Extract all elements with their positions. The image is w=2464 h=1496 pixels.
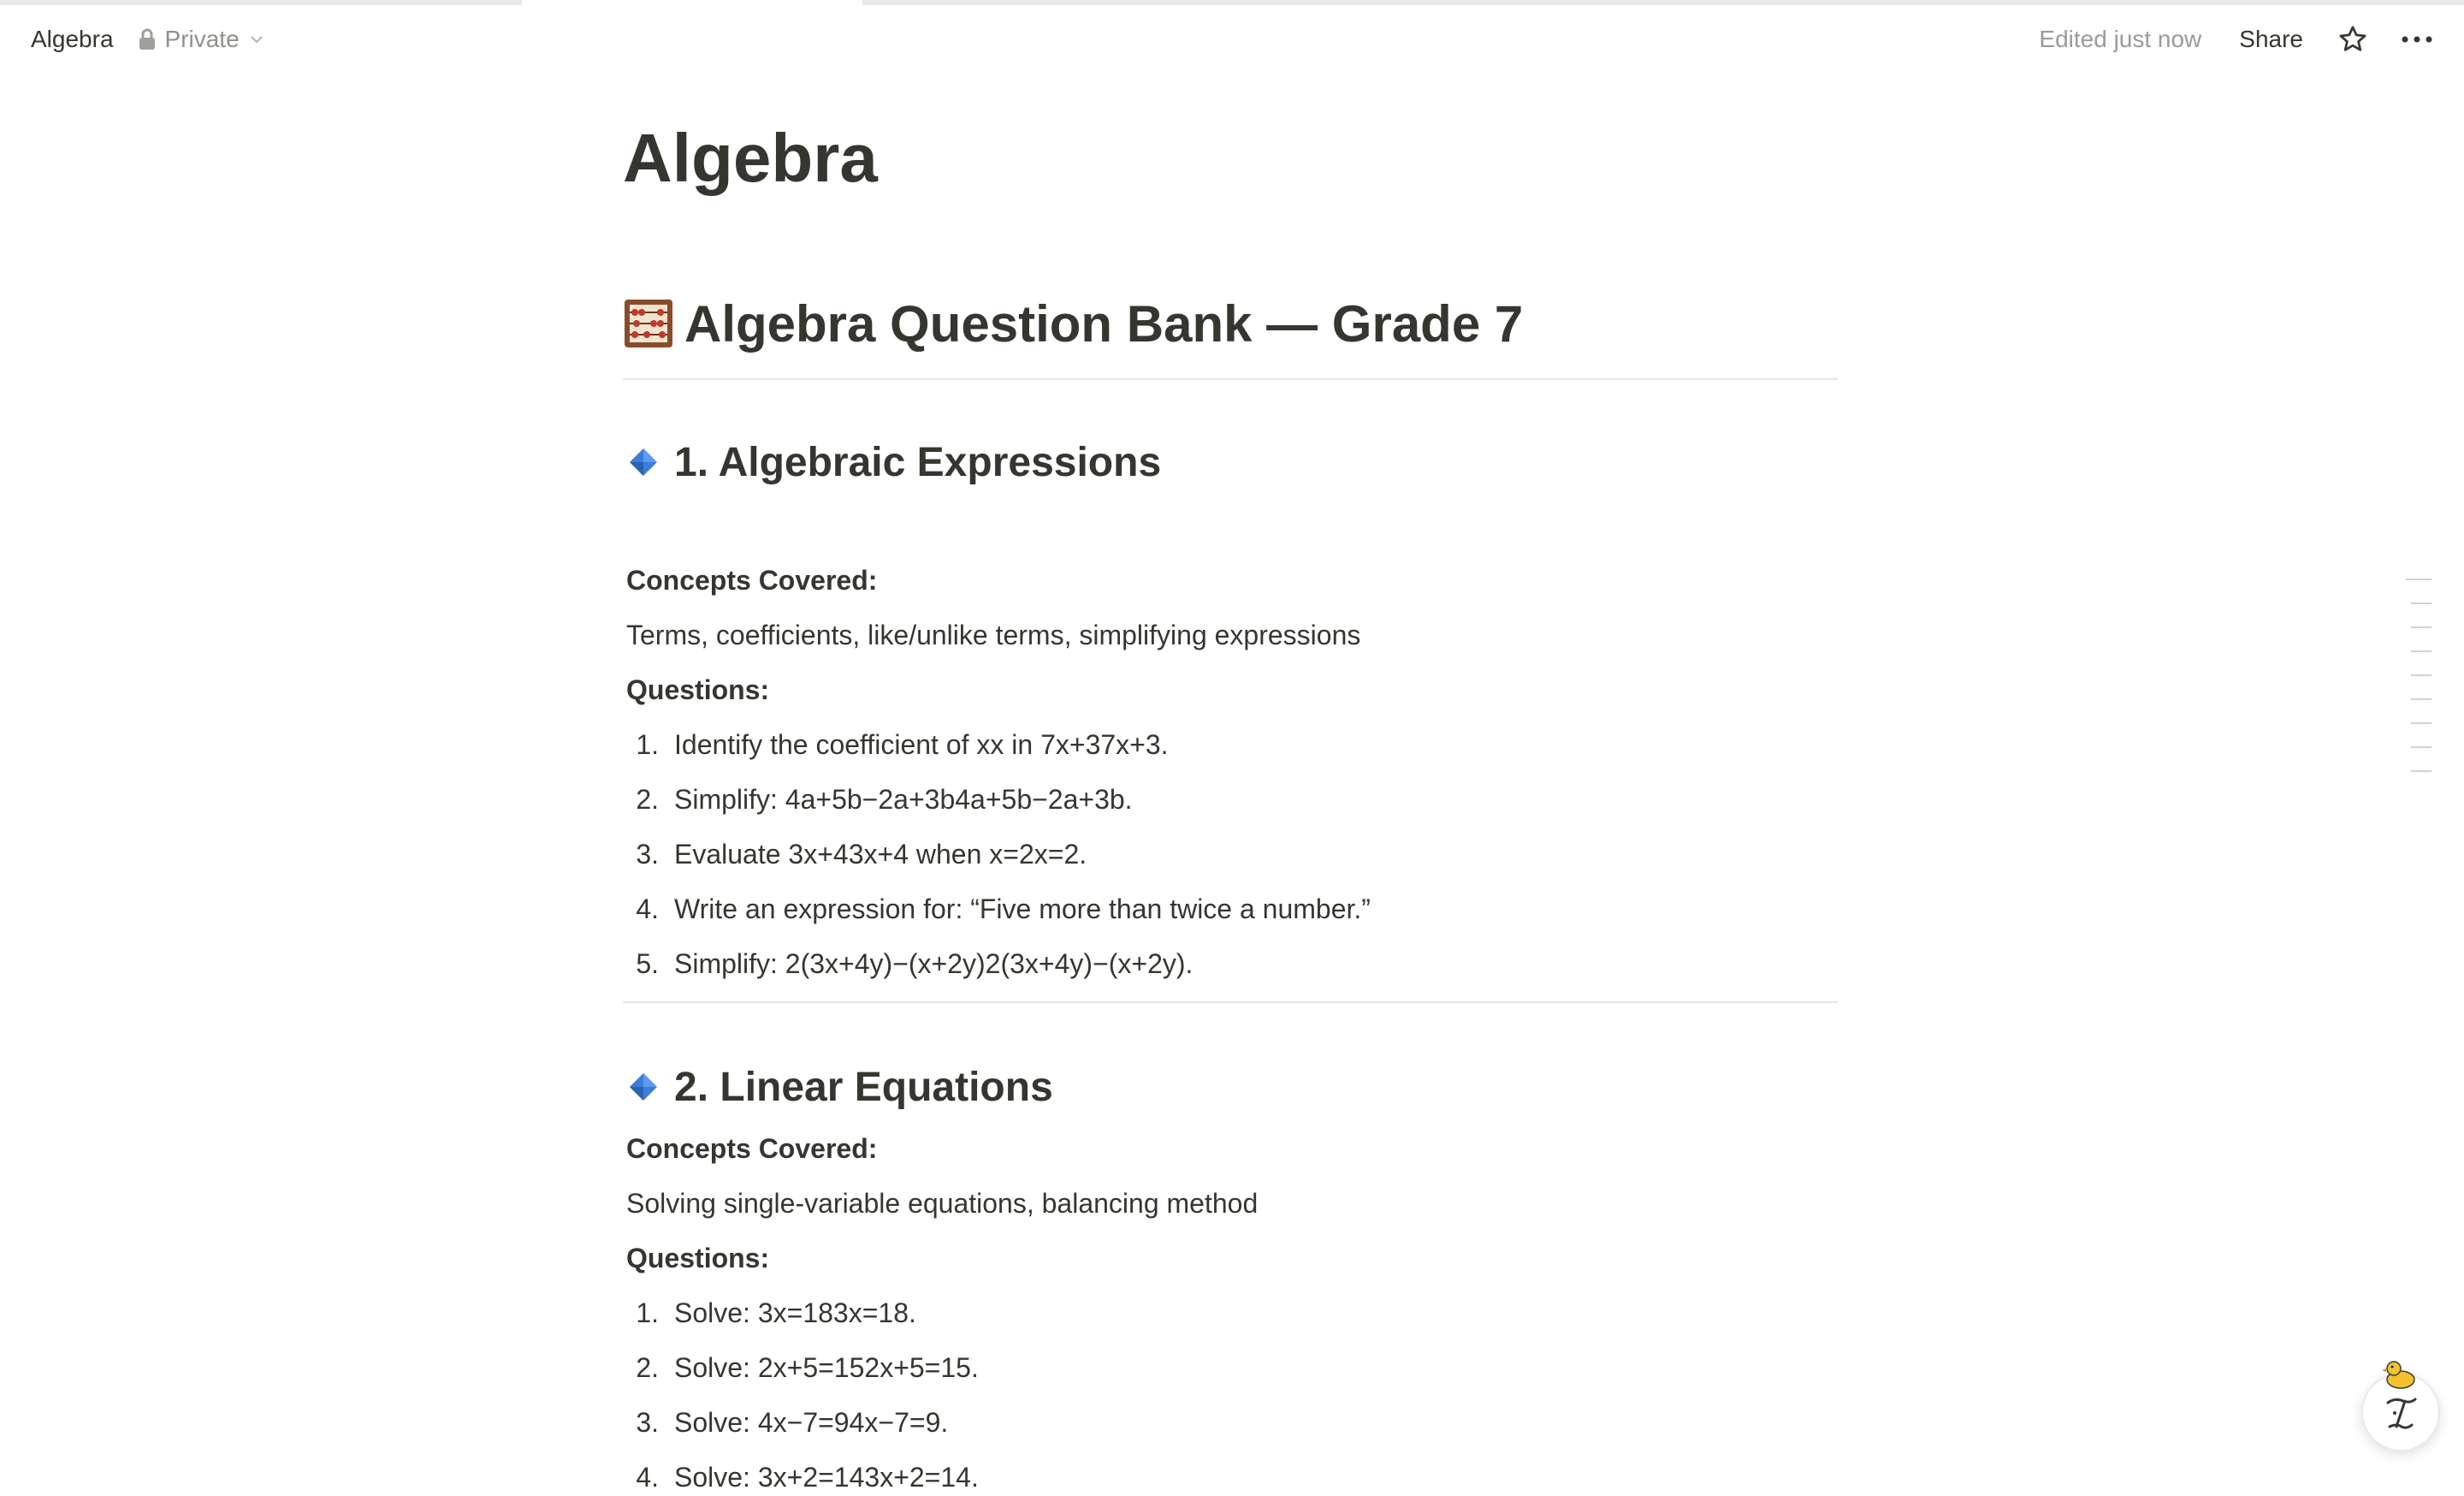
list-text: Evaluate 3x+43x+4 when x=2x=2.: [674, 839, 1087, 870]
divider: [623, 1001, 1838, 1003]
blue-diamond-icon: [628, 447, 659, 478]
list-number: 4.: [636, 1462, 659, 1493]
toc-line[interactable]: [2406, 579, 2431, 580]
toc-line[interactable]: [2411, 603, 2431, 604]
list-item[interactable]: [626, 1349, 979, 1386]
top-bar: [0, 5, 2464, 80]
list-item[interactable]: [626, 835, 1087, 873]
list-text: Solve: 4x−7=94x−7=9.: [674, 1407, 949, 1438]
divider: [623, 378, 1838, 380]
duck-icon: [2382, 1359, 2416, 1390]
list-number: 5.: [636, 948, 659, 979]
page-title[interactable]: Algebra: [623, 120, 878, 196]
table-of-contents-minimap[interactable]: [2406, 579, 2431, 794]
share-button[interactable]: Share: [2239, 26, 2303, 52]
privacy-menu[interactable]: [138, 26, 272, 53]
page-content: [623, 111, 1838, 1493]
toc-line[interactable]: [2411, 650, 2431, 652]
list-item[interactable]: [626, 781, 1133, 818]
section-1-questions-label[interactable]: Questions:: [626, 674, 770, 705]
list-text: Simplify: 2(3x+4y)−(x+2y)2(3x+4y)−(x+2y).: [674, 948, 1194, 979]
favorite-button[interactable]: [2337, 24, 2368, 55]
lock-icon: [138, 28, 157, 50]
heading-1[interactable]: [623, 289, 1523, 358]
list-text: Simplify: 4a+5b−2a+3b4a+5b−2a+3b.: [674, 784, 1133, 815]
list-item[interactable]: [626, 726, 1169, 763]
toc-line[interactable]: [2411, 746, 2431, 748]
list-number: 2.: [636, 784, 659, 815]
list-item[interactable]: [626, 1458, 979, 1496]
section-2-heading[interactable]: [623, 1060, 1053, 1114]
section-1-heading-text: 1. Algebraic Expressions: [674, 439, 1162, 485]
section-1-heading[interactable]: [623, 435, 1161, 490]
list-number: 3.: [636, 839, 659, 870]
list-text: Identify the coefficient of xx in 7x+37x+3.: [674, 729, 1169, 760]
list-text: Solve: 3x=183x=18.: [674, 1297, 916, 1328]
section-2-concepts[interactable]: Solving single-variable equations, balancing method: [626, 1188, 1259, 1219]
breadcrumb-page-title[interactable]: Algebra: [31, 26, 114, 52]
list-number: 3.: [636, 1407, 659, 1438]
section-1-concepts[interactable]: Terms, coefficients, like/unlike terms, simplifying expressions: [626, 620, 1361, 650]
more-options-button[interactable]: [2401, 35, 2433, 44]
list-number: 1.: [636, 729, 659, 760]
list-text: Solve: 2x+5=152x+5=15.: [674, 1352, 979, 1383]
toc-line[interactable]: [2411, 626, 2431, 628]
breadcrumb: [31, 26, 272, 53]
list-number: 2.: [636, 1352, 659, 1383]
chevron-down-icon: [250, 34, 264, 45]
privacy-label: Private: [164, 26, 240, 52]
list-item[interactable]: [626, 945, 1193, 982]
list-number: 4.: [636, 893, 659, 924]
toc-line[interactable]: [2411, 674, 2431, 676]
section-2-concepts-label[interactable]: Concepts Covered:: [626, 1133, 878, 1164]
star-icon: [2337, 24, 2368, 55]
toc-line[interactable]: [2411, 698, 2431, 700]
list-item[interactable]: [626, 1294, 916, 1332]
header-actions: [2039, 24, 2433, 55]
section-2-questions-label[interactable]: Questions:: [626, 1243, 770, 1273]
heading-1-text: Algebra Question Bank — Grade 7: [684, 294, 1524, 353]
toc-line[interactable]: [2411, 770, 2431, 772]
more-icon: [2401, 35, 2433, 44]
edited-status: Edited just now: [2039, 26, 2202, 52]
blue-diamond-icon: [628, 1072, 659, 1102]
help-icon: [2379, 1391, 2422, 1434]
list-text: Solve: 3x+2=143x+2=14.: [674, 1462, 979, 1493]
list-number: 1.: [636, 1297, 659, 1328]
list-text: Write an expression for: “Five more than twice a number.”: [674, 893, 1371, 924]
toc-line[interactable]: [2411, 722, 2431, 724]
section-2-heading-text: 2. Linear Equations: [674, 1064, 1053, 1110]
list-item[interactable]: [626, 1404, 948, 1441]
abacus-icon: [623, 298, 674, 349]
list-item[interactable]: [626, 890, 1371, 928]
section-1-concepts-label[interactable]: Concepts Covered:: [626, 565, 878, 596]
